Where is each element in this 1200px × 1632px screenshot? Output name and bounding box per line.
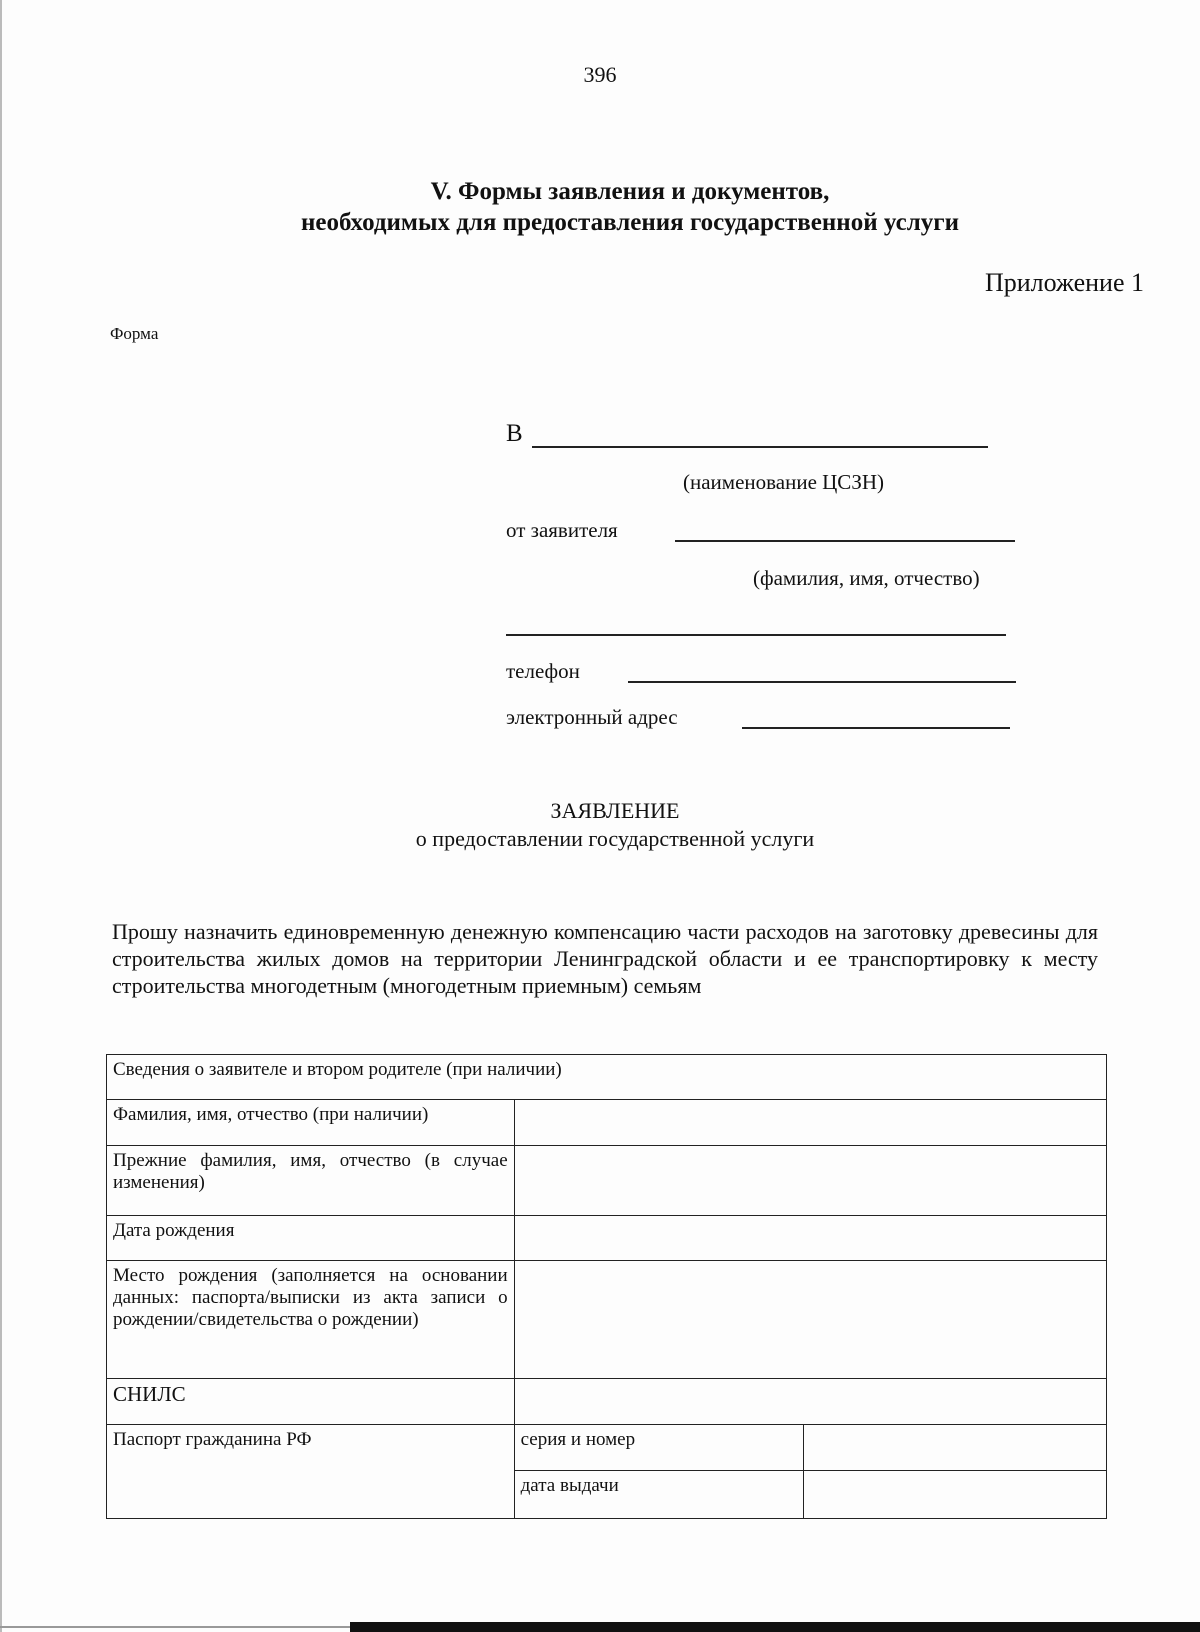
- appendix-label: Приложение 1: [984, 268, 1144, 297]
- full-name-value-cell[interactable]: [514, 1100, 1106, 1146]
- email-line[interactable]: [742, 727, 1010, 729]
- to-prefix: В: [506, 420, 523, 447]
- table-row: [107, 1379, 1107, 1425]
- statement-heading: [0, 797, 1200, 853]
- birth-date-label: Дата рождения: [107, 1216, 515, 1261]
- birth-place-value-cell[interactable]: [514, 1261, 1106, 1379]
- form-label: Форма: [110, 324, 159, 343]
- from-name-line-2[interactable]: [506, 634, 1006, 636]
- to-caption: (наименование ЦСЗН): [683, 470, 884, 494]
- request-text: Прошу назначить единовременную денежную компенсацию части расходов на заготовку древесины для строительства жилых домов на территории Ленинградской области и ее транспортировку к месту строительства многодетным (многодетным приемным) семьям: [112, 919, 1098, 998]
- birth-place-label: Место рождения (заполняется на основании данных: паспорта/выписки из акта записи о рождении/свидетельства о рождении): [107, 1261, 515, 1379]
- page-number: 396: [583, 62, 617, 87]
- table-row: [107, 1146, 1107, 1216]
- table-header-cell: Сведения о заявителе и втором родителе (при наличии): [107, 1055, 1107, 1100]
- snils-value-cell[interactable]: [514, 1379, 1106, 1425]
- table-row: [107, 1261, 1107, 1379]
- phone-line[interactable]: [628, 681, 1016, 683]
- scan-bottom-edge-thin: [0, 1626, 350, 1628]
- from-name-line[interactable]: [675, 540, 1015, 542]
- birth-date-value-cell[interactable]: [514, 1216, 1106, 1261]
- table-row: [107, 1425, 1107, 1471]
- from-caption: (фамилия, имя, отчество): [753, 566, 980, 590]
- table-row: [107, 1216, 1107, 1261]
- table-header-row: [107, 1055, 1107, 1100]
- phone-label: телефон: [506, 659, 580, 683]
- scan-bottom-edge: [350, 1622, 1200, 1632]
- passport-series-label: серия и номер: [514, 1425, 804, 1471]
- snils-label: СНИЛС: [107, 1379, 515, 1425]
- statement-subtitle: о предоставлении государственной услуги: [415, 826, 815, 851]
- statement-title: ЗАЯВЛЕНИЕ: [550, 798, 680, 823]
- from-label: от заявителя: [506, 518, 618, 542]
- passport-label: Паспорт гражданина РФ: [107, 1425, 515, 1519]
- to-recipient-line[interactable]: [532, 446, 988, 448]
- applicant-info-table: [106, 1054, 1107, 1519]
- passport-date-label: дата выдачи: [514, 1471, 804, 1519]
- table-row: [107, 1100, 1107, 1146]
- previous-name-value-cell[interactable]: [514, 1146, 1106, 1216]
- passport-series-value-cell[interactable]: [804, 1425, 1107, 1471]
- passport-date-value-cell[interactable]: [804, 1471, 1107, 1519]
- previous-name-label: Прежние фамилия, имя, отчество (в случае изменения): [107, 1146, 515, 1216]
- email-label: электронный адрес: [506, 705, 678, 729]
- section-title-line-2: необходимых для предоставления государственной услуги: [301, 209, 959, 236]
- section-title: [0, 176, 1200, 238]
- section-title-line-1: V. Формы заявления и документов,: [430, 178, 830, 205]
- full-name-label: Фамилия, имя, отчество (при наличии): [107, 1100, 515, 1146]
